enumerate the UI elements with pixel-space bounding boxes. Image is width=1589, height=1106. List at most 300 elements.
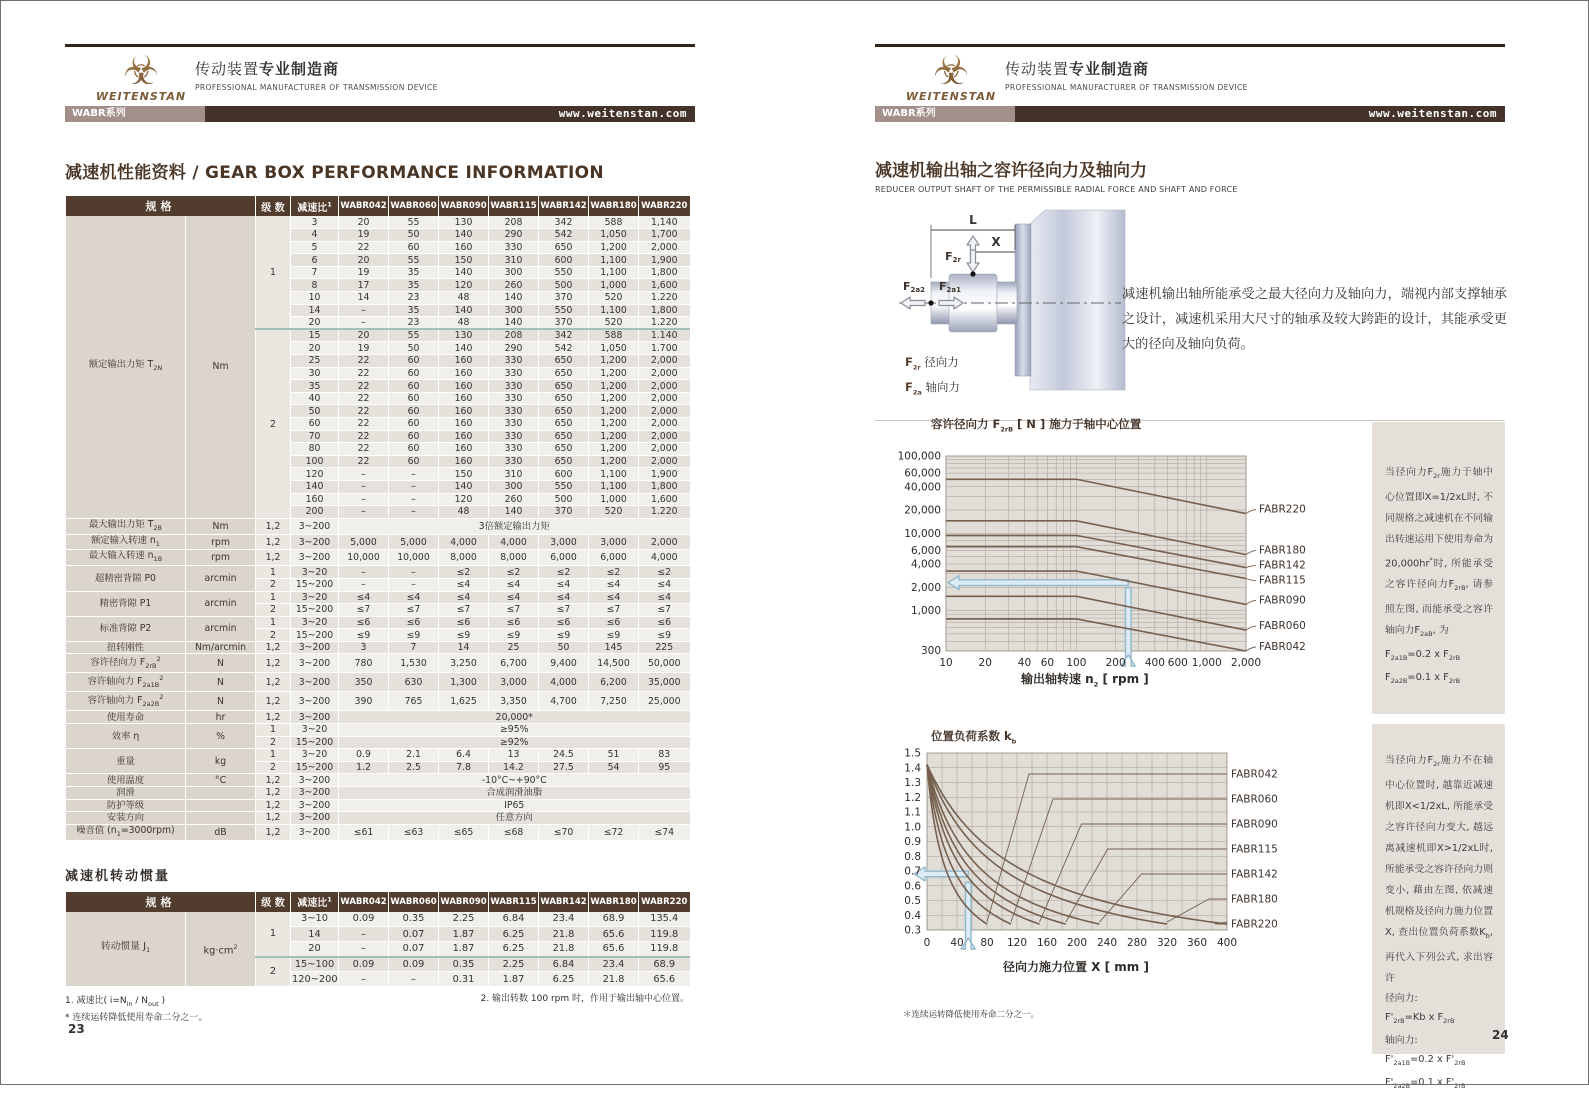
table-cell: ≤74: [639, 824, 690, 840]
table-cell: 2: [256, 604, 291, 617]
table-cell: 60: [389, 418, 439, 431]
website-link[interactable]: www.weitenstan.com: [205, 106, 695, 122]
table-cell: 0.31: [439, 972, 489, 987]
table-cell: Nm/arcmin: [186, 641, 256, 654]
table-cell: 100: [291, 455, 339, 468]
table-cell: 3~20: [291, 723, 339, 736]
table-cell: 130: [439, 216, 489, 229]
table-cell: 3,000: [539, 534, 589, 550]
table-cell: 1,2: [256, 774, 291, 787]
table-cell: 安装方向: [66, 812, 186, 825]
table-cell: 额定输入转速 $n_1$: [66, 534, 186, 550]
table-cell: 60: [291, 418, 339, 431]
table-cell: 0.09: [389, 957, 439, 972]
table-row: [66, 654, 690, 673]
table-cell: 1,800: [639, 480, 690, 493]
table-cell: 3~20: [291, 749, 339, 762]
table-cell: 4,000: [489, 534, 539, 550]
column-header: WABR142: [539, 196, 589, 216]
table-cell: 容许径向力 $F_{2rB}^2$: [66, 654, 186, 673]
svg-text:10: 10: [939, 657, 953, 669]
table-cell: 3~200: [291, 654, 339, 673]
table-cell: 10: [291, 292, 339, 305]
table-cell: 22: [339, 355, 389, 368]
table-cell: 120: [291, 468, 339, 481]
table-cell: 588: [589, 329, 639, 342]
table-cell: –: [339, 493, 389, 506]
svg-text:FABR090: FABR090: [1231, 818, 1278, 831]
column-header: WABR060: [389, 892, 439, 912]
column-header: WABR180: [589, 892, 639, 912]
table-cell: 19: [339, 342, 389, 355]
table-cell: ≤63: [389, 824, 439, 840]
svg-text:6,000: 6,000: [910, 544, 941, 557]
table-cell: 65.6: [589, 942, 639, 957]
table-cell: 1,2: [256, 518, 291, 534]
table-cell: 1.87: [439, 927, 489, 942]
table-cell: 1,200: [589, 241, 639, 254]
column-header: WABR042: [339, 892, 389, 912]
table-cell: 3~20: [291, 591, 339, 604]
table-cell: 650: [539, 380, 589, 393]
table-cell: 1,2: [256, 799, 291, 812]
svg-text:0.7: 0.7: [904, 865, 921, 878]
chart1-x-axis-title: 输出轴转速 $n_2$ [ rpm ]: [1021, 672, 1149, 689]
table-row: [66, 692, 690, 711]
table-cell: 54: [589, 761, 639, 774]
table-cell: ≤4: [639, 578, 690, 591]
table-cell: 1,200: [589, 380, 639, 393]
table-cell: ≤72: [589, 824, 639, 840]
page-number-right: 24: [1492, 1028, 1509, 1042]
table-cell: 25: [489, 641, 539, 654]
note-panel-1: [1372, 422, 1505, 714]
table-cell: 588: [589, 216, 639, 229]
footnote-star: * 连续运转降低使用寿命二分之一。: [65, 1012, 208, 1023]
svg-text:FABR115: FABR115: [1259, 574, 1306, 587]
table-cell: ≤6: [389, 616, 439, 629]
column-header: 级 数: [256, 892, 291, 912]
svg-text:1.1: 1.1: [904, 806, 921, 819]
table-cell: ≤4: [589, 578, 639, 591]
table-cell: ≤4: [639, 591, 690, 604]
table-cell: 35: [389, 266, 439, 279]
table-row: [66, 774, 690, 787]
table-cell: 3: [291, 216, 339, 229]
table-cell: 65.6: [589, 927, 639, 942]
table-cell: 330: [489, 455, 539, 468]
table-cell: 23.4: [589, 957, 639, 972]
table-cell: 6.25: [489, 927, 539, 942]
table-cell: 51: [589, 749, 639, 762]
table-cell: 140: [439, 304, 489, 317]
column-header: 规格: [66, 892, 256, 912]
table-cell: 23.4: [539, 912, 589, 927]
table-row: [66, 912, 690, 927]
table-cell: 2,000: [639, 455, 690, 468]
table-cell: ≤4: [489, 578, 539, 591]
table-cell: ≤9: [489, 629, 539, 642]
table-cell: 120~200: [292, 973, 338, 985]
table-cell: 3~200: [291, 774, 339, 787]
table-cell: 14.2: [489, 761, 539, 774]
table-cell: 370: [539, 317, 589, 330]
table-cell: 1,600: [639, 493, 690, 506]
table-cell: 22: [339, 367, 389, 380]
table-cell: 1.140: [639, 329, 690, 342]
table-cell: hr: [186, 711, 256, 724]
table-row: [66, 711, 690, 724]
table-cell: 容许轴向力 $F_{2a1B}^2$: [66, 673, 186, 692]
table-cell: 160: [439, 430, 489, 443]
note-panel-1-text: [1372, 422, 1505, 701]
table-cell: 83: [639, 749, 690, 762]
table-cell: 重量: [66, 749, 186, 774]
table-cell: 3,250: [439, 654, 489, 673]
table-row: [66, 824, 690, 840]
page-header: [875, 40, 1505, 132]
table-cell: ≤9: [439, 629, 489, 642]
table-row: [66, 799, 690, 812]
table-cell: arcmin: [186, 616, 256, 641]
svg-text:L: L: [969, 213, 977, 227]
table-cell: 21.8: [589, 972, 639, 987]
svg-text:200: 200: [1066, 937, 1088, 949]
formula-line: $F_{2a2B}=0.1$ x $F_{2rB}$: [1385, 672, 1461, 686]
table-cell: –: [389, 506, 439, 519]
column-header: WABR220: [639, 196, 690, 216]
tagline-cn: [195, 58, 438, 79]
table-cell: 4: [291, 229, 339, 242]
table-cell: Nm: [186, 216, 256, 518]
table-cell: 780: [339, 654, 389, 673]
table-cell: 1,050: [589, 229, 639, 242]
table-cell: ≤9: [389, 629, 439, 642]
table-cell: 3倍额定输出力矩: [339, 518, 690, 534]
column-header: WABR115: [489, 892, 539, 912]
table-cell: 300: [489, 304, 539, 317]
table-cell: 68.9: [589, 912, 639, 927]
radial-force-chart: [875, 436, 1375, 689]
table-cell: 0.9: [339, 749, 389, 762]
table-cell: 15~200: [291, 604, 339, 617]
table-cell: 370: [539, 506, 589, 519]
table-cell: 10,000: [389, 550, 439, 566]
series-bar: [65, 106, 695, 122]
performance-table-wrap: [65, 196, 695, 841]
svg-text:1,000: 1,000: [910, 605, 941, 618]
column-header: 级 数: [256, 196, 291, 216]
table-cell: arcmin: [186, 566, 256, 591]
table-cell: 1,530: [389, 654, 439, 673]
panel1-formulas: [1385, 645, 1493, 691]
table-header-row: [66, 196, 690, 216]
table-cell: 2: [256, 329, 291, 518]
table-cell: 6.84: [539, 957, 589, 972]
table-cell: 4,700: [539, 692, 589, 711]
table-cell: 55: [389, 329, 439, 342]
table-cell: 22: [339, 443, 389, 456]
table-cell: %: [186, 723, 256, 748]
table-cell: 3~200: [291, 518, 339, 534]
table-cell: –: [339, 578, 389, 591]
table-cell: ≤7: [339, 604, 389, 617]
svg-text:300: 300: [920, 645, 941, 657]
table-cell: 1,700: [639, 229, 690, 242]
table-cell: 1,200: [589, 405, 639, 418]
table-cell: 140: [489, 506, 539, 519]
svg-text:FABR220: FABR220: [1259, 503, 1306, 516]
table-cell: 140: [439, 342, 489, 355]
table-cell: 55: [389, 254, 439, 267]
table-cell: 119.8: [639, 942, 690, 957]
formula-line: 轴向力:: [1385, 1034, 1418, 1046]
table-cell: 1: [256, 216, 291, 329]
table-cell: 350: [339, 673, 389, 692]
table-cell: 50,000: [639, 654, 690, 673]
table-row: [66, 566, 690, 579]
table-cell: 600: [539, 254, 589, 267]
table-cell: 120: [439, 279, 489, 292]
svg-text:FABR220: FABR220: [1231, 918, 1278, 931]
table-cell: 390: [339, 692, 389, 711]
table-cell: 70: [291, 430, 339, 443]
series-label: WABR系列: [65, 106, 205, 122]
table-cell: dB: [186, 824, 256, 840]
table-cell: 1.2: [339, 761, 389, 774]
table-cell: ≤6: [339, 616, 389, 629]
tagline: [195, 58, 438, 92]
table-cell: 4,000: [539, 673, 589, 692]
table-row: [66, 518, 690, 534]
table-cell: –: [389, 468, 439, 481]
force-legend: [905, 352, 960, 403]
table-cell: ≥92%: [339, 736, 690, 749]
table-cell: 1,2: [256, 654, 291, 673]
table-cell: 1: [256, 591, 291, 604]
chart2-x-axis-title: 径向力施力位置 X [ mm ]: [1003, 960, 1149, 974]
formula-line: $F_{2a1B}=0.2$ x $F_{2rB}$: [1385, 649, 1461, 663]
table-cell: 20: [339, 329, 389, 342]
table-cell: 1,2: [256, 812, 291, 825]
table-cell: 2,000: [639, 430, 690, 443]
table-cell: ≤7: [489, 604, 539, 617]
tagline-en: PROFESSIONAL MANUFACTURER OF TRANSMISSION DEVICE: [195, 83, 438, 92]
biohazard-logo-icon: ☣: [93, 50, 189, 92]
table-cell: 119.8: [639, 927, 690, 942]
table-cell: 68.9: [639, 957, 690, 972]
table-cell: ≤2: [489, 566, 539, 579]
table-cell: 160: [439, 380, 489, 393]
table-cell: 630: [389, 673, 439, 692]
force-symbol: $F_{2a}$: [905, 380, 922, 397]
table-cell: 120: [439, 493, 489, 506]
table-cell: 17: [339, 279, 389, 292]
table-cell: 3~20: [291, 616, 339, 629]
table-cell: 15~200: [291, 761, 339, 774]
table-cell: 4,000: [639, 550, 690, 566]
svg-text:100: 100: [1066, 657, 1087, 669]
column-header: WABR142: [539, 892, 589, 912]
table-cell: ≤4: [389, 591, 439, 604]
table-cell: 精密背隙 P1: [66, 591, 186, 616]
table-cell: 15~200: [291, 578, 339, 591]
tagline-cn-regular: 传动装置: [1005, 60, 1070, 78]
table-cell: 342: [539, 329, 589, 342]
note-panel-2: [1372, 724, 1505, 1090]
table-cell: kg: [186, 749, 256, 774]
table-cell: 260: [489, 493, 539, 506]
table-cell: 140: [439, 266, 489, 279]
table-cell: 20: [291, 942, 339, 957]
svg-text:40: 40: [950, 937, 964, 949]
table-cell: 2,000: [639, 534, 690, 550]
table-cell: 1,300: [439, 673, 489, 692]
table-cell: 330: [489, 367, 539, 380]
table-cell: 3,000: [489, 673, 539, 692]
table-cell: 290: [489, 342, 539, 355]
page-header: [65, 40, 695, 132]
table-cell: 650: [539, 405, 589, 418]
table-cell: 60: [389, 367, 439, 380]
table-cell: 1,800: [639, 266, 690, 279]
table-cell: 最大输入转速 $n_{1B}$: [66, 550, 186, 566]
inertia-table-wrap: [65, 892, 695, 988]
table-cell: 1,2: [256, 824, 291, 840]
table-cell: 542: [539, 229, 589, 242]
description-paragraph: 减速机输出轴所能承受之最大径向力及轴向力，端视内部支撑轴承之设计，减速机采用大尺寸的轴承及较大跨距的设计，其能承受更大的径向及轴向负荷。: [1122, 287, 1507, 352]
footnote-1: 1. 减速比( $i=N_{in} / N_{out}$ ): [65, 996, 166, 1008]
force-symbol: $F_{2r}$: [905, 355, 921, 372]
table-cell: 40: [291, 392, 339, 405]
table-cell: 8,000: [439, 550, 489, 566]
table-cell: –: [339, 927, 389, 942]
table-cell: 60: [389, 430, 439, 443]
table-cell: –: [389, 566, 439, 579]
table-cell: 3~20: [291, 566, 339, 579]
table-cell: ≤4: [539, 578, 589, 591]
brand-name: WEITENSTAN: [95, 90, 187, 103]
table-cell: 22: [339, 455, 389, 468]
table-cell: 500: [539, 279, 589, 292]
column-header: WABR060: [389, 196, 439, 216]
table-cell: 1,100: [589, 468, 639, 481]
table-cell: 1,2: [256, 692, 291, 711]
table-cell: 310: [489, 468, 539, 481]
column-header: 减速比$^1$: [291, 892, 339, 912]
series-bar: [875, 106, 1505, 122]
table-cell: Nm: [186, 518, 256, 534]
footnotes: [65, 991, 689, 1023]
table-cell: ≤61: [339, 824, 389, 840]
table-cell: 208: [489, 216, 539, 229]
load-position-chart: [875, 740, 1375, 980]
table-cell: 2,000: [639, 241, 690, 254]
table-cell: 140: [439, 480, 489, 493]
panel2-body: 当径向力$F_{2r}$施力不在轴中心位置时, 越靠近减速机即X<1/2xL, 所能承受之容许径向力变大, 越远离减速机即X>1/2xL时, 所能承受之容许径向力则变小, 藉由左图, 依减速机规格及径向力施力位置X, 查出位置负荷系数$K_b$, 再代入下列公式, 求出容许: [1385, 755, 1494, 984]
table-cell: 2: [256, 736, 291, 749]
table-cell: ≤4: [339, 591, 389, 604]
table-cell: 95: [639, 761, 690, 774]
force-label: 轴向力: [925, 380, 960, 395]
table-cell: 超精密背隙 P0: [66, 566, 186, 591]
table-cell: ≤9: [339, 629, 389, 642]
table-cell: 3~200: [291, 812, 339, 825]
table-cell: 25,000: [639, 692, 690, 711]
tagline-cn-bold: 专业制造商: [259, 60, 340, 78]
svg-text:F2r: F2r: [945, 250, 961, 264]
table-cell: 1,625: [439, 692, 489, 711]
table-cell: 290: [489, 229, 539, 242]
table-cell: 2: [256, 957, 291, 987]
table-cell: 1.220: [639, 506, 690, 519]
table-cell: 160: [439, 418, 489, 431]
table-cell: 140: [291, 480, 339, 493]
table-cell: 防护等级: [66, 799, 186, 812]
table-cell: 1: [256, 616, 291, 629]
shaft-diagram-block: [875, 194, 1505, 416]
table-cell: ≤7: [389, 604, 439, 617]
table-cell: 20: [339, 216, 389, 229]
table-cell: 300: [489, 266, 539, 279]
table-cell: 3: [339, 641, 389, 654]
column-header: WABR180: [589, 196, 639, 216]
table-cell: 6.25: [489, 942, 539, 957]
table-cell: 135.4: [639, 912, 690, 927]
table-row: [66, 616, 690, 629]
table-cell: 25: [291, 355, 339, 368]
svg-text:20: 20: [978, 657, 992, 669]
table-cell: 500: [539, 493, 589, 506]
table-cell: 342: [539, 216, 589, 229]
table-cell: 550: [539, 480, 589, 493]
table-cell: 1,900: [639, 468, 690, 481]
footnote-2: 2. 输出转数 100 rpm 时，作用于输出轴中心位置。: [480, 994, 689, 1005]
footnote-left: [65, 991, 207, 1023]
table-cell: 3~200: [291, 550, 339, 566]
table-cell: 60: [389, 455, 439, 468]
table-cell: 130: [439, 329, 489, 342]
table-cell: 2,000: [639, 405, 690, 418]
table-cell: °C: [186, 774, 256, 787]
table-cell: 4,000: [439, 534, 489, 550]
website-link[interactable]: www.weitenstan.com: [1015, 106, 1505, 122]
table-cell: 160: [439, 241, 489, 254]
table-cell: 650: [539, 392, 589, 405]
table-cell: 1.87: [489, 972, 539, 987]
table-cell: 1,2: [256, 786, 291, 799]
column-header: WABR090: [439, 892, 489, 912]
table-cell: 3~200: [291, 534, 339, 550]
svg-text:FABR090: FABR090: [1259, 594, 1306, 607]
svg-text:20,000: 20,000: [904, 504, 941, 517]
inertia-section-title: 减速机转动惯量: [65, 868, 171, 884]
table-row: [66, 786, 690, 799]
biohazard-logo-icon: ☣: [903, 50, 999, 92]
table-cell: 1,050: [589, 342, 639, 355]
tagline: [1005, 58, 1248, 92]
table-cell: 1,200: [589, 392, 639, 405]
svg-text:320: 320: [1156, 937, 1178, 949]
table-cell: 200: [291, 506, 339, 519]
table-cell: ≤7: [439, 604, 489, 617]
table-cell: 2.5: [389, 761, 439, 774]
svg-text:10,000: 10,000: [904, 527, 941, 540]
table-cell: 55: [389, 216, 439, 229]
table-cell: 1,2: [256, 711, 291, 724]
svg-text:60,000: 60,000: [904, 467, 941, 480]
table-cell: ≤6: [439, 616, 489, 629]
